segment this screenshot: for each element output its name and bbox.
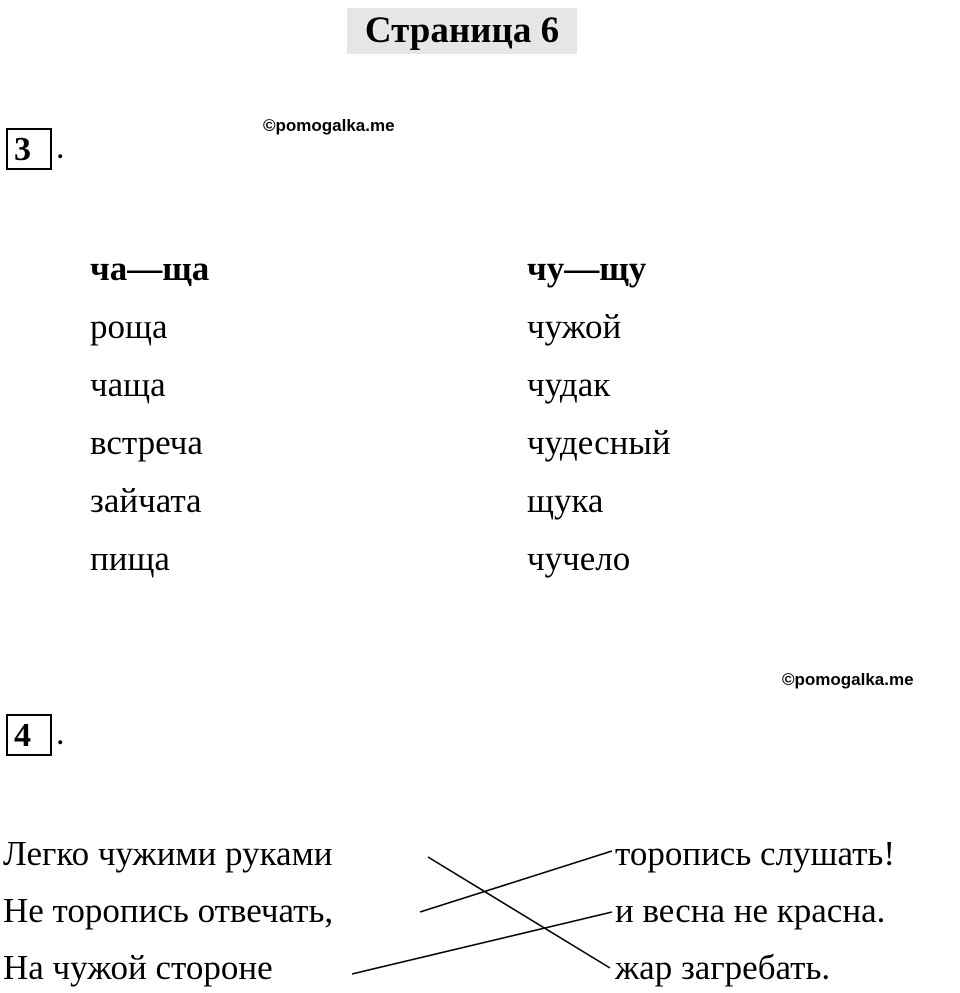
task-3-number [6,128,65,170]
word-item: чужой [527,307,622,346]
word-item: встреча [90,423,203,462]
task-4-number-label: 4 [14,717,31,754]
word-item: чудак [527,365,611,404]
word-item: чаща [90,365,166,404]
task-4-number [6,714,65,756]
watermark: ©pomogalka.me [782,670,914,689]
match-line [352,912,612,974]
task-4-number-dot: . [56,715,65,752]
watermark: ©pomogalka.me [263,116,395,135]
proverb-start: Не торопись отвечать, [3,891,334,930]
word-item: чучело [527,539,631,578]
word-item: роща [90,307,168,346]
column-header: ча—ща [90,249,210,288]
page-title: Страница 6 [347,8,577,54]
word-item: щука [527,481,604,520]
proverb-end: торопись слушать! [615,834,896,873]
task-3-number-dot: . [56,129,65,166]
proverb-end: и весна не красна. [615,891,886,930]
word-column-cha-shcha [90,240,209,588]
column-header: чу—щу [527,249,647,288]
proverb-end: жар загребать. [615,948,831,987]
task-3-number-label: 3 [14,131,31,168]
match-line [420,851,612,912]
proverb-start: На чужой стороне [3,948,273,987]
word-item: пища [90,539,170,578]
word-column-chu-shchu [527,240,671,588]
word-item: зайчата [90,481,202,520]
proverb-start: Легко чужими руками [3,834,333,873]
match-line [428,857,610,968]
word-item: чудесный [527,423,671,462]
